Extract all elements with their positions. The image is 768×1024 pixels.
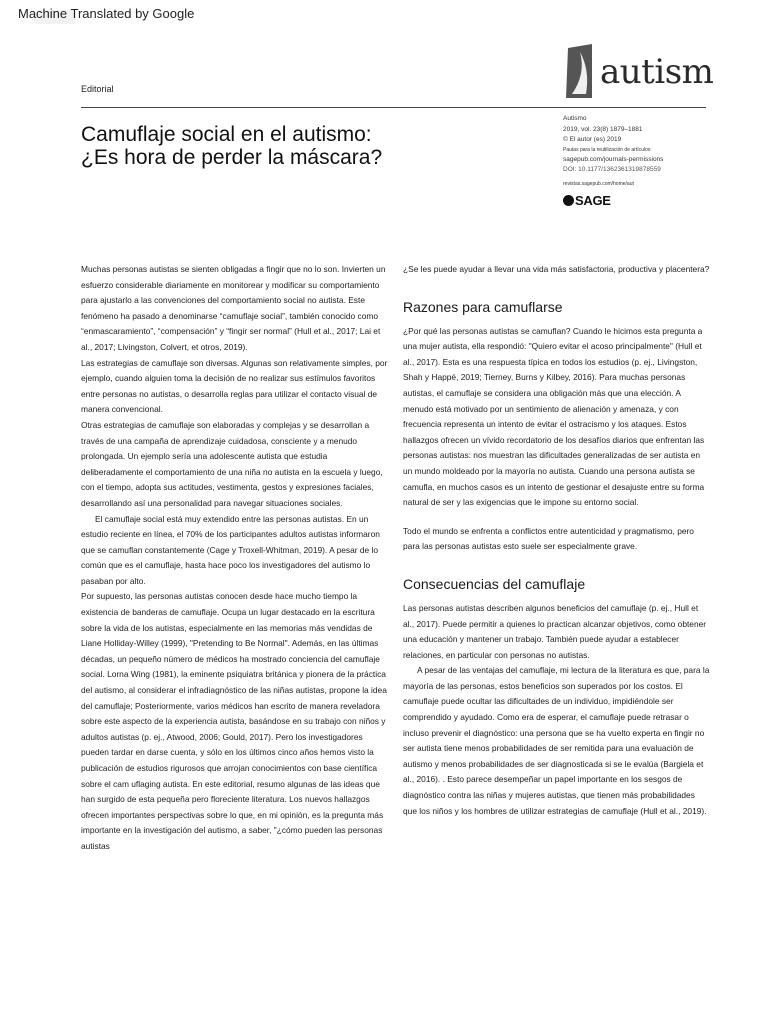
publisher-name: SAGE: [575, 193, 611, 208]
section-heading-reasons: Razones para camuflarse: [403, 298, 563, 315]
paragraph: Por supuesto, las personas autistas conocen desde hace mucho tiempo la existencia de banderas de camuflaje. Ocupa un lugar destacado en la escritura sobre la vida de los autistas, especialmente en las memorias más vendidas de Liane Holliday-Willey (1999), "Pretending to Be Normal". Además, en las últimas décadas, un pequeño número de médicos ha mostrado conciencia del camuflaje social. Lorna Wing (1981), la eminente psiquiatra británica y pionera de la práctica del autismo, al considerar el infradiagnóstico de las niñas autistas, propone la idea del camuflaje; Posteriormente, varios médicos han escrito de manera reveladora sobre este aspecto de la experiencia autista, basándose en su trabajo con niños y adultos autistas (p. ej., Atwood, 2006; Gould, 2017). Pero los investigadores pueden tardar en darse cuenta, y sólo en los últimos cinco años hemos visto la publicación de estudios rigurosos que arrojan conocimientos con base científica sobre el cam uflaging autista. En este editorial, resumo algunas de las ideas que han surgido de esta pequeña pero floreciente literatura. Los nuevos hallazgos ofrecen importantes perspectivas sobre lo que, en mi opinión, es la pregunta más importante en la investigación del autismo, a saber, "¿cómo pueden las personas autistas: [81, 591, 387, 851]
journal-logo-text: autism: [600, 52, 714, 92]
journal-logo: [562, 44, 714, 100]
paragraph: El camuflaje social está muy extendido entre las personas autistas. En un estudio reciente en línea, el 70% de los participantes adultos autistas informaron que se camuflan constantemente (Cage y Troxell-Whitman, 2019). A pesar de lo común que es el camuflaje, hasta hace poco los investigadores del autismo lo pasaban por alto.: [81, 513, 380, 586]
left-column: [81, 262, 391, 855]
article-title: [81, 123, 411, 169]
journal-logo-mark-icon: [562, 44, 596, 100]
paragraph: Otras estrategias de camuflaje son elaboradas y complejas y se desarrollan a través de una campaña de aprendizaje cuidadosa, consciente y a menudo prolongada. Un ejemplo sería una adolescente autista que estudia deliberadamente el comportamiento de una niña no autista en la escuela y luego, con el tiempo, adopta sus actitudes, vestimenta, gestos y expresiones faciales, desarrollando así una personalidad para navegar situaciones sociales.: [81, 419, 383, 508]
meta-permissions-link[interactable]: sagepub.com/journals-permissions: [563, 156, 664, 163]
meta-homepage-link[interactable]: revistas.sagepub.com/home/aut: [563, 181, 634, 187]
title-line-2: ¿Es hora de perder la máscara?: [81, 146, 383, 169]
meta-citation: 2019, vol. 23(8) 1879–1881: [563, 126, 643, 133]
publisher-logo: [563, 193, 611, 208]
sage-s-icon: [563, 195, 574, 206]
header-divider: [81, 107, 706, 108]
meta-journal: Autismo: [563, 115, 587, 122]
title-line-1: Camuflaje social en el autismo:: [81, 123, 372, 146]
meta-doi[interactable]: DOI: 10.1177/1362361319878559: [563, 166, 661, 173]
paragraph: Todo el mundo se enfrenta a conflictos entre autenticidad y pragmatismo, pero para las personas autistas esto suele ser especialmente grave.: [403, 525, 694, 552]
paragraph: ¿Se les puede ayudar a llevar una vida más satisfactoria, productiva y placentera?: [403, 264, 710, 274]
section-label: Editorial: [81, 84, 114, 94]
paragraph: ¿Por qué las personas autistas se camuflan? Cuando le hicimos esta pregunta a una mujer autista, ella respondió: "Quiero evitar el acoso principalmente" (Hull et al., 2017). Esta es una respuesta típica en todos los estudios (p. ej., Livingston, Shah y Happé, 2019; Tierney, Burns y Kilbey, 2016). Para muchas personas autistas, el camuflaje se considera una obligación más que una elección. A menudo está motivado por un sentimiento de alienación y amenaza, y con frecuencia representa un intento de evitar el ostracismo y los ataques. Estos hallazgos ofrecen un vívido recordatorio de los desafíos diarios que enfrentan las personas autistas: nos muestran las dificultades generalizadas de ser autista en un mundo moldeado por la mayoría no autista. Cuando una persona autista se camufla, en muchos casos es un intento de gestionar el desajuste entre su forma natural de ser y las exigencias que le impone su entorno social.: [403, 325, 705, 508]
right-column: [403, 262, 711, 819]
meta-reuse: Pautas para la reutilización de artículos:: [563, 147, 652, 153]
section-heading-consequences: Consecuencias del camuflaje: [403, 575, 586, 592]
paragraph: A pesar de las ventajas del camuflaje, mi lectura de la literatura es que, para la mayoría de las personas, estos beneficios son superados por los costos. El camuflaje puede ocultar las dificultades de un individuo, impidiéndole ser comprendido y ayudado. Como era de esperar, el camuflaje puede retrasar o incluso prevenir el diagnóstico: una persona que se ha vuelto experta en fingir no ser autista tiene menos probabilidades de ser remitida para una evaluación de autismo y menos probabilidades de ser diagnosticada si se le evalúa (Bargiela et al., 2016). . Esto parece desempeñar un papel importante en los sesgos de diagnóstico contra las niñas y mujeres autistas, que tienen más probabilidades que los niños y los hombres de utilizar estrategias de camuflaje (Hull et al., 2019).: [403, 665, 710, 816]
paragraph: Las personas autistas describen algunos beneficios del camuflaje (p. ej., Hull et al., 2017). Puede permitir a quienes lo practican alcanzar objetivos, como obtener una educación y mantener un trabajo. También puede ayudar a establecer relaciones, en particular con personas no autistas.: [403, 602, 707, 660]
paragraph: Las estrategias de camuflaje son diversas. Algunas son relativamente simples, por ejemplo, cuando alguien toma la decisión de no realizar sus estímulos favoritos entre personas no autistas, o desarrolla reglas para utilizar el contacto visual de manera convencional.: [81, 357, 388, 415]
machine-translation-banner: Machine Translated by Google: [18, 6, 195, 21]
meta-copyright: © El autor (es) 2019: [563, 136, 622, 143]
paragraph: Muchas personas autistas se sienten obligadas a fingir que no lo son. Invierten un esfuerzo considerable diariamente en monitorear y modificar su comportamiento para ajustarlo a las convenciones del comportamiento social no autista. Este fenómeno ha pasado a denominarse “camuflaje social”, también conocido como “enmascaramiento”, “compensación” y “fingir ser normal” (Hull et al., 2017; Lai et al., 2017; Livingston, Colvert, et otros, 2019).: [81, 264, 386, 352]
article-metadata: [563, 114, 713, 189]
